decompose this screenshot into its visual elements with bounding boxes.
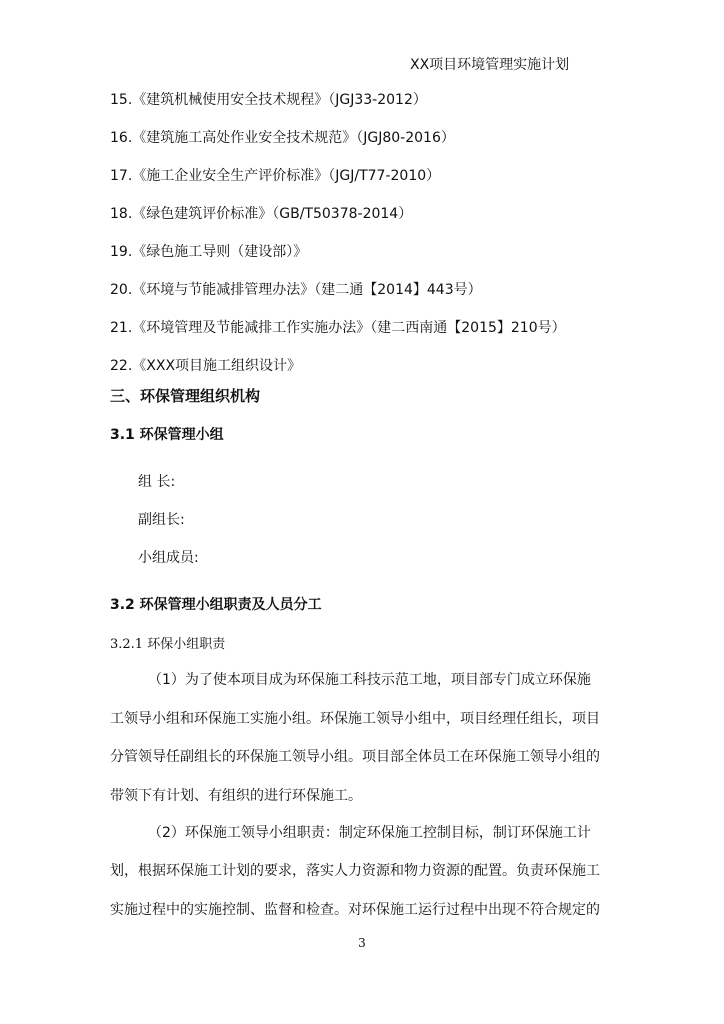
reference-item: 18.《绿色建筑评价标准》（GB/T50378-2014） (110, 206, 413, 222)
subsection-heading: 3.2 环保管理小组职责及人员分工 (110, 597, 322, 613)
sub-subsection-heading: 3.2.1 环保小组职责 (110, 637, 226, 652)
paragraph-line: （2）环保施工领导小组职责：制定环保施工控制目标，制订环保施工计 (148, 825, 591, 841)
group-leader-label: 组 长: (138, 474, 176, 490)
subsection-heading: 3.1 环保管理小组 (110, 427, 224, 443)
reference-item: 21.《环境管理及节能减排工作实施办法》（建二西南通【2015】210号） (110, 320, 566, 336)
paragraph-line: 带领下有计划、有组织的进行环保施工。 (110, 788, 362, 804)
paragraph-line: 划，根据环保施工计划的要求，落实人力资源和物力资源的配置。负责环保施工 (110, 863, 600, 879)
page-header-title: XX项目环境管理实施计划 (410, 57, 570, 73)
reference-item: 17.《施工企业安全生产评价标准》（JGJ/T77-2010） (110, 168, 441, 184)
reference-item: 15.《建筑机械使用安全技术规程》（JGJ33-2012） (110, 92, 427, 108)
reference-item: 20.《环境与节能减排管理办法》（建二通【2014】443号） (110, 282, 482, 298)
section-heading: 三、环保管理组织机构 (110, 387, 261, 405)
reference-item: 16.《建筑施工高处作业安全技术规范》（JGJ80-2016） (110, 130, 455, 146)
group-members-label: 小组成员: (138, 550, 199, 566)
deputy-leader-label: 副组长: (138, 512, 185, 528)
paragraph-line: 实施过程中的实施控制、监督和检查。对环保施工运行过程中出现不符合规定的 (110, 902, 600, 918)
page-number: 3 (358, 936, 366, 950)
paragraph-line: （1）为了使本项目成为环保施工科技示范工地，项目部专门成立环保施 (148, 672, 591, 688)
paragraph-line: 分管领导任副组长的环保施工领导小组。项目部全体员工在环保施工领导小组的 (110, 749, 600, 765)
paragraph-line: 工领导小组和环保施工实施小组。环保施工领导小组中，项目经理任组长，项目 (110, 711, 600, 727)
reference-item: 22.《XXX项目施工组织设计》 (110, 358, 302, 374)
reference-item: 19.《绿色施工导则（建设部）》 (110, 244, 308, 260)
